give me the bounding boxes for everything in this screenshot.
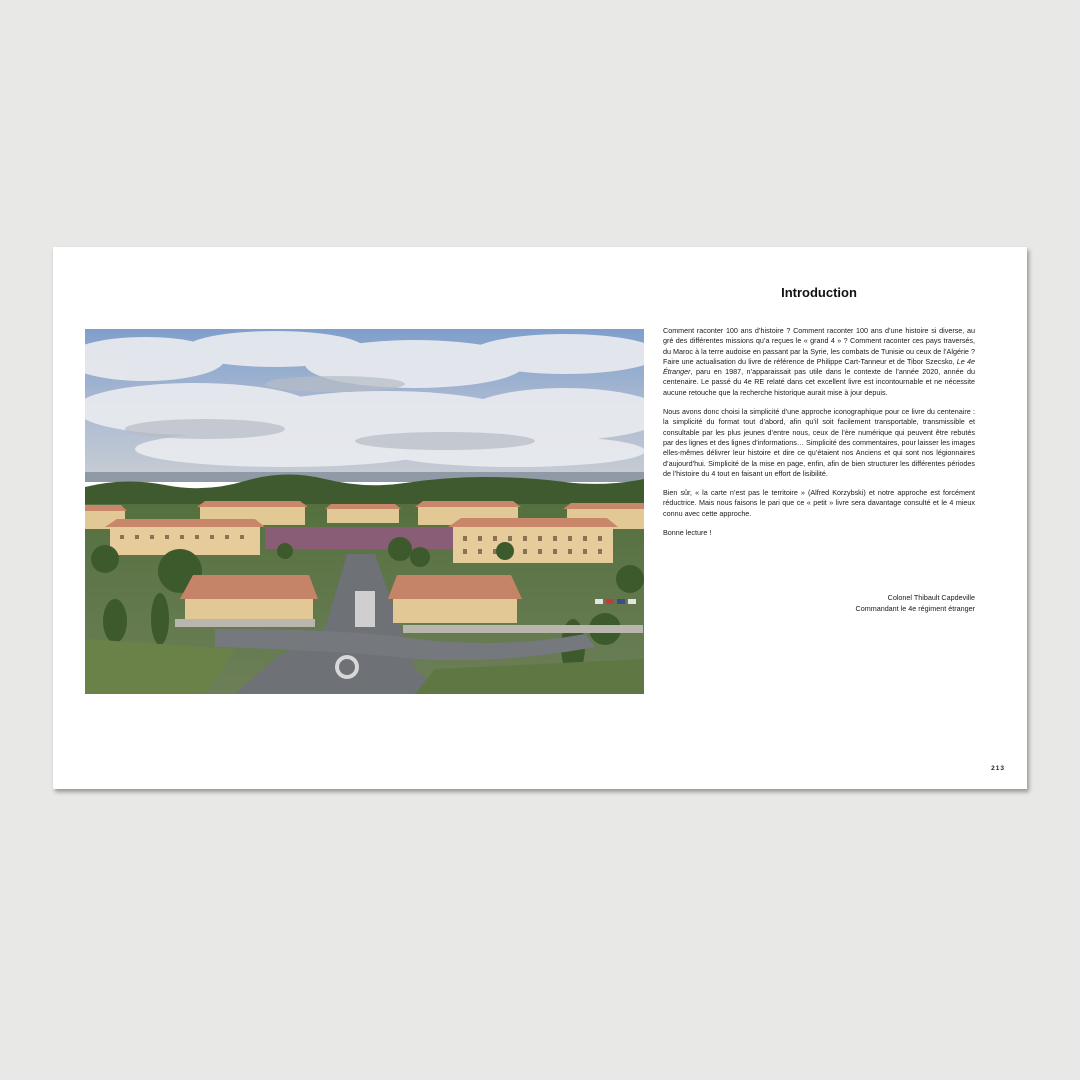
wall-left (175, 619, 315, 627)
gate-post (355, 591, 375, 627)
wall-right (403, 625, 643, 633)
signature-role: Commandant le 4e régiment étranger (855, 603, 975, 613)
aerial-photo-barracks (85, 329, 644, 694)
paragraph-1 (663, 326, 975, 398)
aerial-photo-illustration (85, 329, 644, 694)
clouds (85, 331, 644, 467)
signature-block (663, 593, 975, 614)
paragraph-1-text-start: Comment raconter 100 ans d’histoire ? Comment raconter 100 ans d’une histoire si diverse, au gré des différentes missions qu’a reçues le « grand 4 » ? Comment raconter ces pays traversés, du Maroc à la terre audoise en passant par la Syrie, les combats de Tunisie ou ceux de l’Algérie ? Faire une actualisation du livre de référence de Philippe Cart-Tanneur et de Tibor Szecsko, (663, 326, 975, 366)
book-reference-title: Le 4e Étranger (663, 356, 975, 377)
lavender-field (265, 527, 455, 549)
paragraph-1-text-end: , paru en 1987, n’apparaissait pas utile dans le contexte de l’année 2020, année du centenaire. Le passé du 4e RE relaté dans cet excellent livre est incontournable et ne nécessite aucune retouche que la recherche historique aurait mise à jour depuis. (663, 367, 975, 397)
paragraph-4: Bonne lecture ! (663, 528, 712, 538)
introduction-body (663, 326, 975, 547)
page-number: 213 (991, 765, 1005, 772)
paragraph-3: Bien sûr, « la carte n’est pas le territoire » (Alfred Korzybski) et notre approche est forcément réductrice. Mais nous faisons le pari que ce « petit » livre sera davantage consulté et le 4 mieux connu avec cette approche. (663, 488, 975, 518)
signature-name: Colonel Thibault Capdeville (887, 593, 975, 602)
book-page (53, 247, 1027, 789)
horizon (85, 472, 644, 482)
page-title: Introduction (781, 285, 857, 300)
paragraph-2: Nous avons donc choisi la simplicité d’une approche iconographique pour ce livre du centenaire : la simplicité du format tout d’abord, afin qu’il soit facilement transportable, transmissible et consultable par les plus jeunes d’entre nous, ceux de l’ère numérique qui peuvent être rebutés par des lignes et des lignes d’informations… Simplicité des commentaires, pour laisser les images elles-mêmes délivrer leur histoire et dire ce qu’étaient nos Anciens et qui sont nos légionnaires d’aujourd’hui. Simplicité de la mise en page, enfin, afin de bien structurer les différentes périodes de l’histoire du 4 tout en faisant un effort de lisibilité. (663, 407, 975, 478)
